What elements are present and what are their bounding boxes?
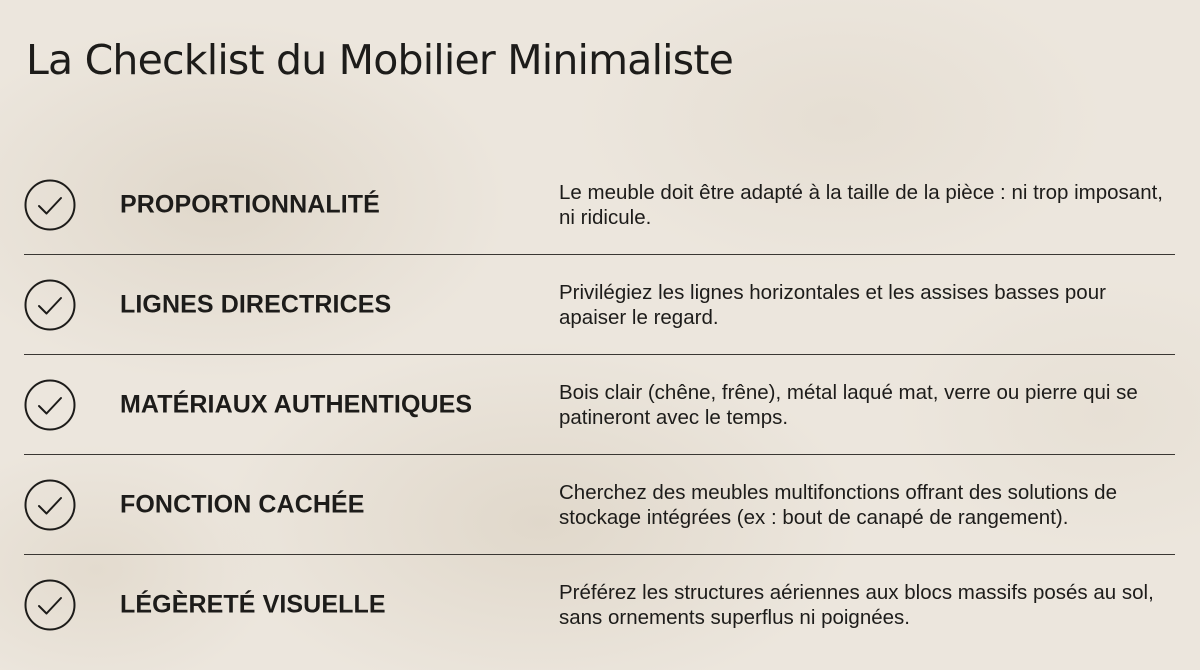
check-circle-icon (24, 379, 76, 431)
check-circle-icon (24, 579, 76, 631)
item-description: Préférez les structures aériennes aux blocs massifs posés au sol, sans ornements superflus ni poignées. (559, 580, 1154, 629)
check-circle-icon (24, 179, 76, 231)
check-circle-icon (24, 279, 76, 331)
item-description: Privilégiez les lignes horizontales et les assises basses pour apaiser le regard. (559, 280, 1106, 329)
item-label: LÉGÈRETÉ VISUELLE (120, 590, 386, 618)
checklist-item (24, 454, 1175, 554)
item-label: LIGNES DIRECTRICES (120, 290, 392, 318)
checklist-item (24, 254, 1175, 354)
item-label: MATÉRIAUX AUTHENTIQUES (120, 390, 473, 418)
checklist (24, 155, 1175, 654)
item-description: Cherchez des meubles multifonctions offrant des solutions de stockage intégrées (ex : bout de canapé de rangement). (559, 480, 1117, 529)
checklist-item (24, 155, 1175, 254)
checklist-item (24, 554, 1175, 654)
page-title: La Checklist du Mobilier Minimaliste (26, 36, 734, 84)
item-label: FONCTION CACHÉE (120, 490, 365, 518)
check-circle-icon (24, 479, 76, 531)
item-description: Bois clair (chêne, frêne), métal laqué mat, verre ou pierre qui se patineront avec le temps. (559, 380, 1138, 429)
item-description: Le meuble doit être adapté à la taille de la pièce : ni trop imposant, ni ridicule. (559, 180, 1163, 229)
checklist-item (24, 354, 1175, 454)
item-label: PROPORTIONNALITÉ (120, 190, 380, 218)
